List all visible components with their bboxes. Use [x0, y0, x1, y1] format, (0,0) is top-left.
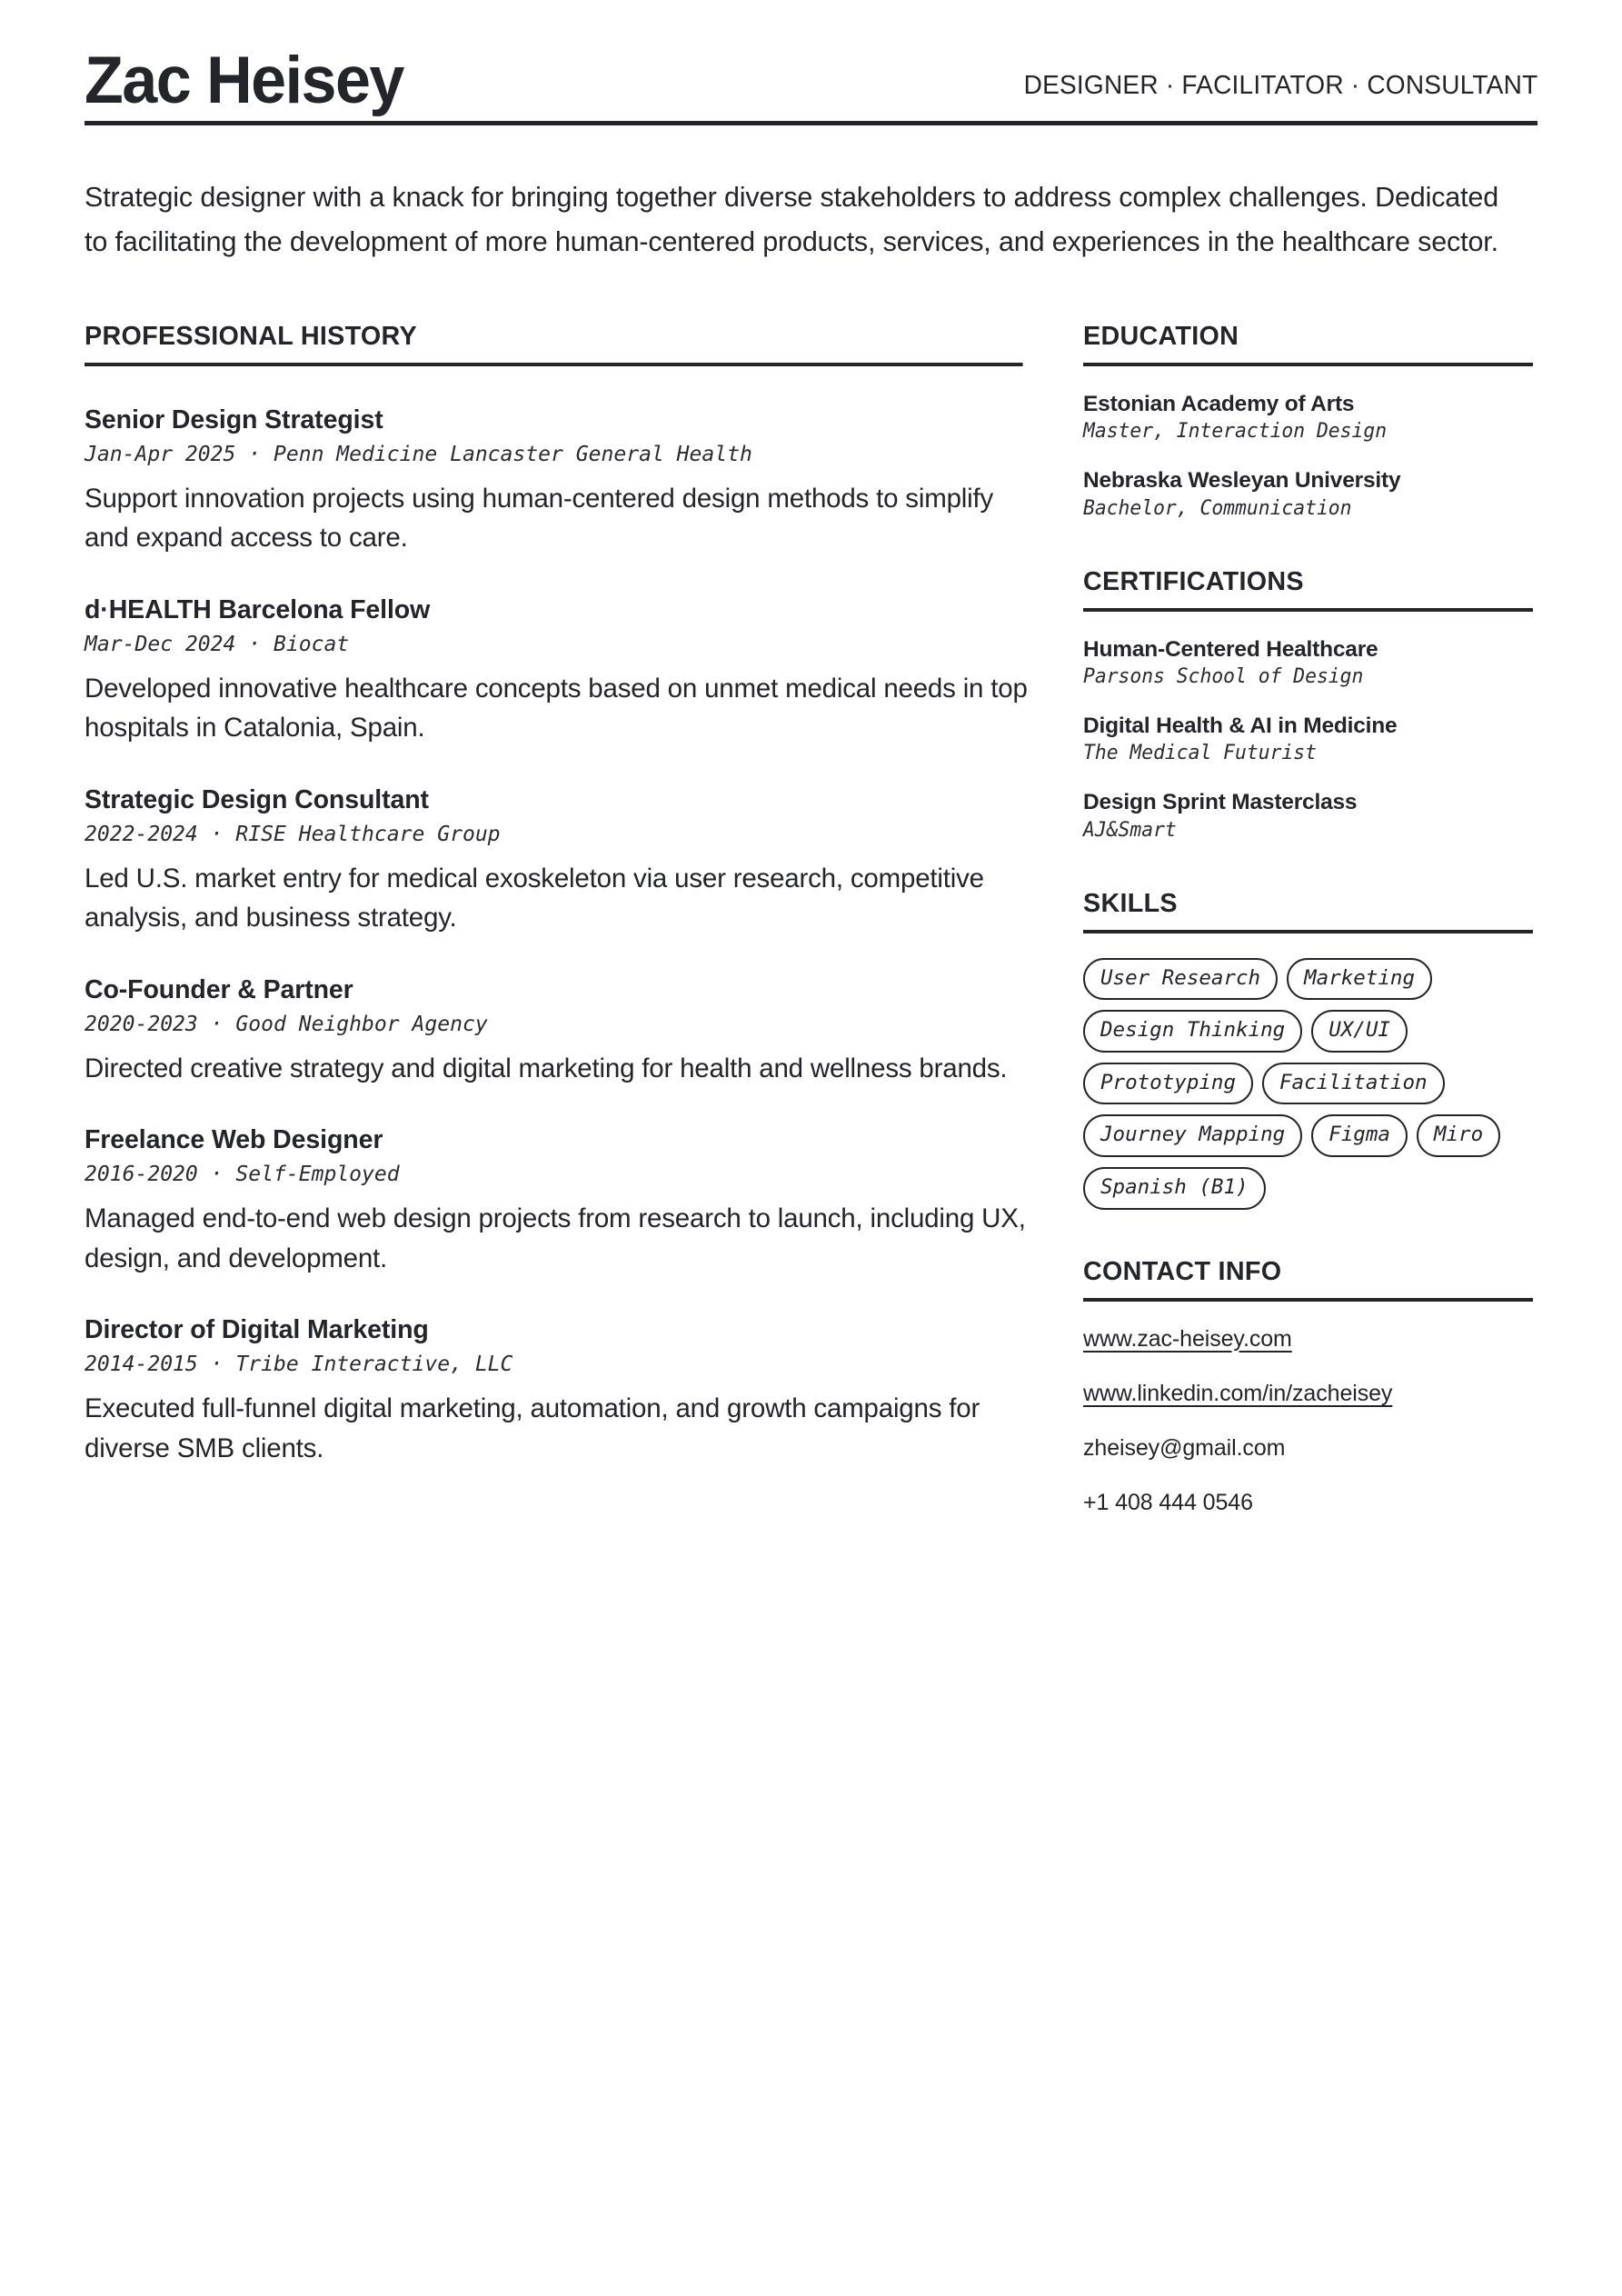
skill-pill: Prototyping	[1083, 1063, 1253, 1105]
job-meta: 2014-2015 · Tribe Interactive, LLC	[85, 1351, 513, 1377]
section-title-certifications: CERTIFICATIONS	[1083, 567, 1533, 612]
skill-pill: UX/UI	[1311, 1010, 1408, 1053]
education-list	[1083, 391, 1537, 520]
job-title: Director of Digital Marketing	[85, 1314, 429, 1344]
education-item	[1083, 391, 1537, 443]
summary-paragraph: Strategic designer with a knack for bringing together diverse stakeholders to address complex challenges. Dedicated to facilitating the development of more human-centered products, services, and experiences in the healthcare sector.	[85, 182, 1499, 258]
content-columns	[85, 322, 1537, 1518]
section-title-education: EDUCATION	[1083, 322, 1533, 366]
education-item-title: Nebraska Wesleyan University	[1083, 468, 1401, 494]
job-description: Directed creative strategy and digital marketing for health and wellness brands.	[85, 1053, 1008, 1083]
job-entry	[85, 594, 1032, 748]
certification-item-subtitle: Parsons School of Design	[1083, 664, 1364, 688]
skills-section	[1083, 889, 1537, 1210]
resume-header	[85, 0, 1537, 125]
job-title: Strategic Design Consultant	[85, 784, 429, 814]
certification-item	[1083, 713, 1537, 764]
skill-pill: Marketing	[1287, 958, 1432, 1001]
education-item-subtitle: Bachelor, Communication	[1083, 496, 1352, 520]
certification-item-subtitle: The Medical Futurist	[1083, 742, 1317, 765]
job-entry	[85, 784, 1032, 938]
professional-history-list	[85, 404, 1032, 1468]
contact-text: +1 408 444 0546	[1083, 1490, 1253, 1516]
certifications-list	[1083, 636, 1537, 842]
skill-pill: User Research	[1083, 958, 1278, 1001]
certification-item	[1083, 636, 1537, 688]
contact-text: zheisey@gmail.com	[1083, 1435, 1286, 1461]
contact-link[interactable]: www.zac-heisey.com	[1083, 1325, 1292, 1352]
skill-pill: Spanish (B1)	[1083, 1167, 1266, 1210]
section-title-contact-info: CONTACT INFO	[1083, 1257, 1533, 1302]
job-meta: Jan-Apr 2025 · Penn Medicine Lancaster General Health	[85, 441, 752, 466]
job-description: Support innovation projects using human-centered design methods to simplify and expand access to care.	[85, 484, 994, 554]
education-item	[1083, 467, 1537, 519]
certification-item-title: Design Sprint Masterclass	[1083, 790, 1358, 815]
job-title: Freelance Web Designer	[85, 1125, 383, 1155]
skill-pill: Design Thinking	[1083, 1010, 1302, 1053]
page-title: Zac Heisey	[85, 44, 403, 117]
job-meta: Mar-Dec 2024 · Biocat	[85, 630, 350, 656]
job-title: Co-Founder & Partner	[85, 974, 353, 1004]
job-meta: 2020-2023 · Good Neighbor Agency	[85, 1010, 488, 1036]
job-entry	[85, 404, 1032, 558]
job-entry	[85, 974, 1032, 1089]
section-title-skills: SKILLS	[1083, 889, 1533, 933]
education-item-subtitle: Master, Interaction Design	[1083, 420, 1388, 444]
job-meta: 2022-2024 · RISE Healthcare Group	[85, 820, 501, 846]
skill-pill: Miro	[1417, 1114, 1500, 1157]
section-title-professional-history: PROFESSIONAL HISTORY	[85, 322, 1023, 366]
certification-item-title: Human-Centered Healthcare	[1083, 636, 1378, 662]
contact-list	[1083, 1325, 1537, 1518]
job-entry	[85, 1124, 1032, 1278]
job-description: Executed full-funnel digital marketing, automation, and growth campaigns for diverse SMB clients.	[85, 1393, 980, 1463]
skill-pill: Journey Mapping	[1083, 1114, 1302, 1157]
job-description: Developed innovative healthcare concepts based on unmet medical needs in top hospitals in Catalonia, Spain.	[85, 673, 1028, 744]
job-title: Senior Design Strategist	[85, 404, 383, 434]
job-title: d·HEALTH Barcelona Fellow	[85, 594, 431, 624]
header-tagline: DESIGNER · FACILITATOR · CONSULTANT	[1023, 71, 1537, 100]
job-meta: 2016-2020 · Self-Employed	[85, 1161, 400, 1187]
education-section	[1083, 322, 1537, 520]
job-description: Managed end-to-end web design projects from research to launch, including UX, design, and development.	[85, 1203, 1026, 1273]
job-description: Led U.S. market entry for medical exoskeleton via user research, competitive analysis, and business strategy.	[85, 863, 984, 933]
skill-pill: Figma	[1311, 1114, 1408, 1157]
contact-link[interactable]: www.linkedin.com/in/zacheisey	[1083, 1380, 1393, 1406]
skill-pill: Facilitation	[1262, 1063, 1445, 1105]
skills-list	[1083, 958, 1537, 1210]
education-item-title: Estonian Academy of Arts	[1083, 391, 1355, 416]
certifications-section	[1083, 567, 1537, 842]
job-entry	[85, 1314, 1032, 1468]
right-column	[1083, 322, 1537, 1518]
contact-section	[1083, 1257, 1537, 1518]
certification-item	[1083, 789, 1537, 841]
certification-item-subtitle: AJ&Smart	[1083, 818, 1177, 842]
certification-item-title: Digital Health & AI in Medicine	[1083, 713, 1398, 738]
left-column	[85, 322, 1032, 1468]
